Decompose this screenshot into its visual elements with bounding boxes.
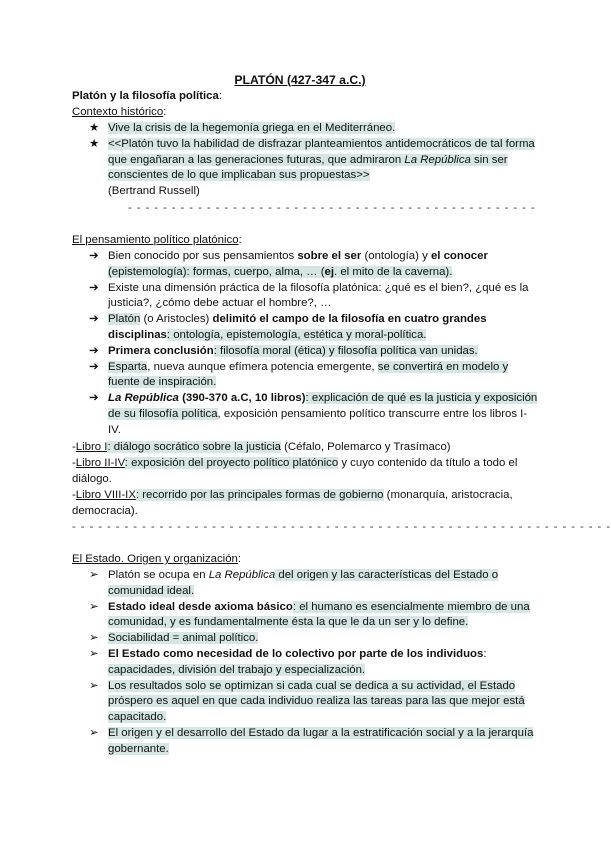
list-item: ★ Vive la crisis de la hegemonía griega en el Mediterráneo. — [72, 121, 538, 137]
list-item: ➢ Sociabilidad = animal político. — [72, 631, 538, 647]
arrow-bullet-icon: ➔ — [89, 281, 99, 294]
state-list — [72, 568, 538, 758]
section-heading-state: El Estado. Origen y organización: — [72, 553, 242, 565]
list-item: ➔ Bien conocido por sus pensamientos sobre el ser (ontología) y el conocer (epistemología): formas, cuerpo, alma, … (ej. el mito de la caverna). — [89, 250, 488, 278]
divider: - - - - - - - - - - - - - - - - - - - - - - - - - - - - - - - - - - - - - - - - - - - - - - - — [128, 202, 536, 214]
star-bullet-icon: ★ — [89, 137, 100, 150]
list-item: ➢ Platón se ocupa en La República del origen y las características del Estado o comunidad ideal. — [89, 569, 499, 597]
list-item: ➢ El origen y el desarrollo del Estado da lugar a la estratificación social y a la jerarquía gobernante. — [89, 726, 534, 755]
arrow-bullet-icon: ➔ — [89, 250, 99, 262]
section-heading-context: Contexto histórico: — [72, 106, 167, 118]
page-title: PLATÓN (427-347 a.C.) — [234, 73, 366, 87]
chevron-bullet-icon: ➢ — [89, 726, 99, 739]
list-item: ➔ Primera conclusión: filosofía moral (ética) y filosofía política van unidas. — [72, 344, 538, 360]
chevron-bullet-icon: ➢ — [89, 647, 99, 660]
list-item: ➔ Platón (o Aristocles) delimitó el campo de la filosofía en cuatro grandes disciplinas: ontología, epistemología, estética y moral-política. — [89, 313, 487, 341]
section-heading-thought: El pensamiento político platónico: — [72, 234, 242, 246]
subtitle: Platón y la filosofía política: — [72, 90, 223, 102]
divider: - - - - - - - - - - - - - - - - - - - - - - - - - - - - - - - - - - - - - - - - - - - - - - - - - - - - - - - - - - - - - - — [72, 521, 611, 533]
context-list — [72, 121, 538, 200]
arrow-bullet-icon: ➔ — [89, 313, 99, 326]
thought-list — [72, 249, 538, 439]
book-line-1: -Libro I: diálogo socrático sobre la justicia (Céfalo, Polemarco y Trasímaco) — [72, 441, 451, 453]
book-line-3: -Libro VIII-IX: recorrido por las principales formas de gobierno (monarquía, aristocracia, democracia). — [72, 489, 513, 517]
list-item: ➔ Esparta, nueva aunque efímera potencia emergente, se convertirá en modelo y fuente de inspiración. — [89, 360, 509, 389]
list-item: ➔ La República (390-370 a.C, 10 libros): explicación de qué es la justicia y exposición de su filosofía política, exposición pensamiento político transcurre entre los libros I-IV. — [89, 392, 538, 436]
list-item: ★ <<Platón tuvo la habilidad de disfrazar planteamientos antidemocráticos de tal forma que engañaran a las generaciones futuras, que admiraron La República sin ser conscientes de lo que implicaban sus propuestas>> (Bertrand Russell) — [89, 137, 535, 198]
chevron-bullet-icon: ➢ — [89, 569, 99, 581]
arrow-bullet-icon: ➔ — [89, 360, 99, 373]
list-item: ➢ El Estado como necesidad de lo colectivo por parte de los individuos: capacidades, división del trabajo y especialización. — [89, 647, 487, 676]
chevron-bullet-icon: ➢ — [89, 679, 99, 692]
arrow-bullet-icon: ➔ — [89, 344, 99, 357]
chevron-bullet-icon: ➢ — [89, 600, 99, 613]
list-item: ➢ Estado ideal desde axioma básico: el humano es esencialmente miembro de una comunidad, y es fundamentalmente ésta la que le da un ser y lo define. — [89, 600, 530, 629]
arrow-bullet-icon: ➔ — [89, 392, 99, 405]
list-item: ➔ Existe una dimensión práctica de la filosofía platónica: ¿qué es el bien?, ¿qué es la justicia?, ¿cómo debe actuar el hombre?, … — [89, 281, 529, 310]
star-bullet-icon: ★ — [89, 122, 100, 134]
book-line-2: -Libro II-IV: exposición del proyecto político platónico y cuyo contenido da título a todo el diálogo. — [72, 457, 518, 485]
list-item: ➢ Los resultados solo se optimizan si cada cual se dedica a su actividad, el Estado próspero es aquel en que cada individuo realiza las tareas para las que mejor está capacitado. — [89, 679, 525, 724]
chevron-bullet-icon: ➢ — [89, 632, 99, 645]
